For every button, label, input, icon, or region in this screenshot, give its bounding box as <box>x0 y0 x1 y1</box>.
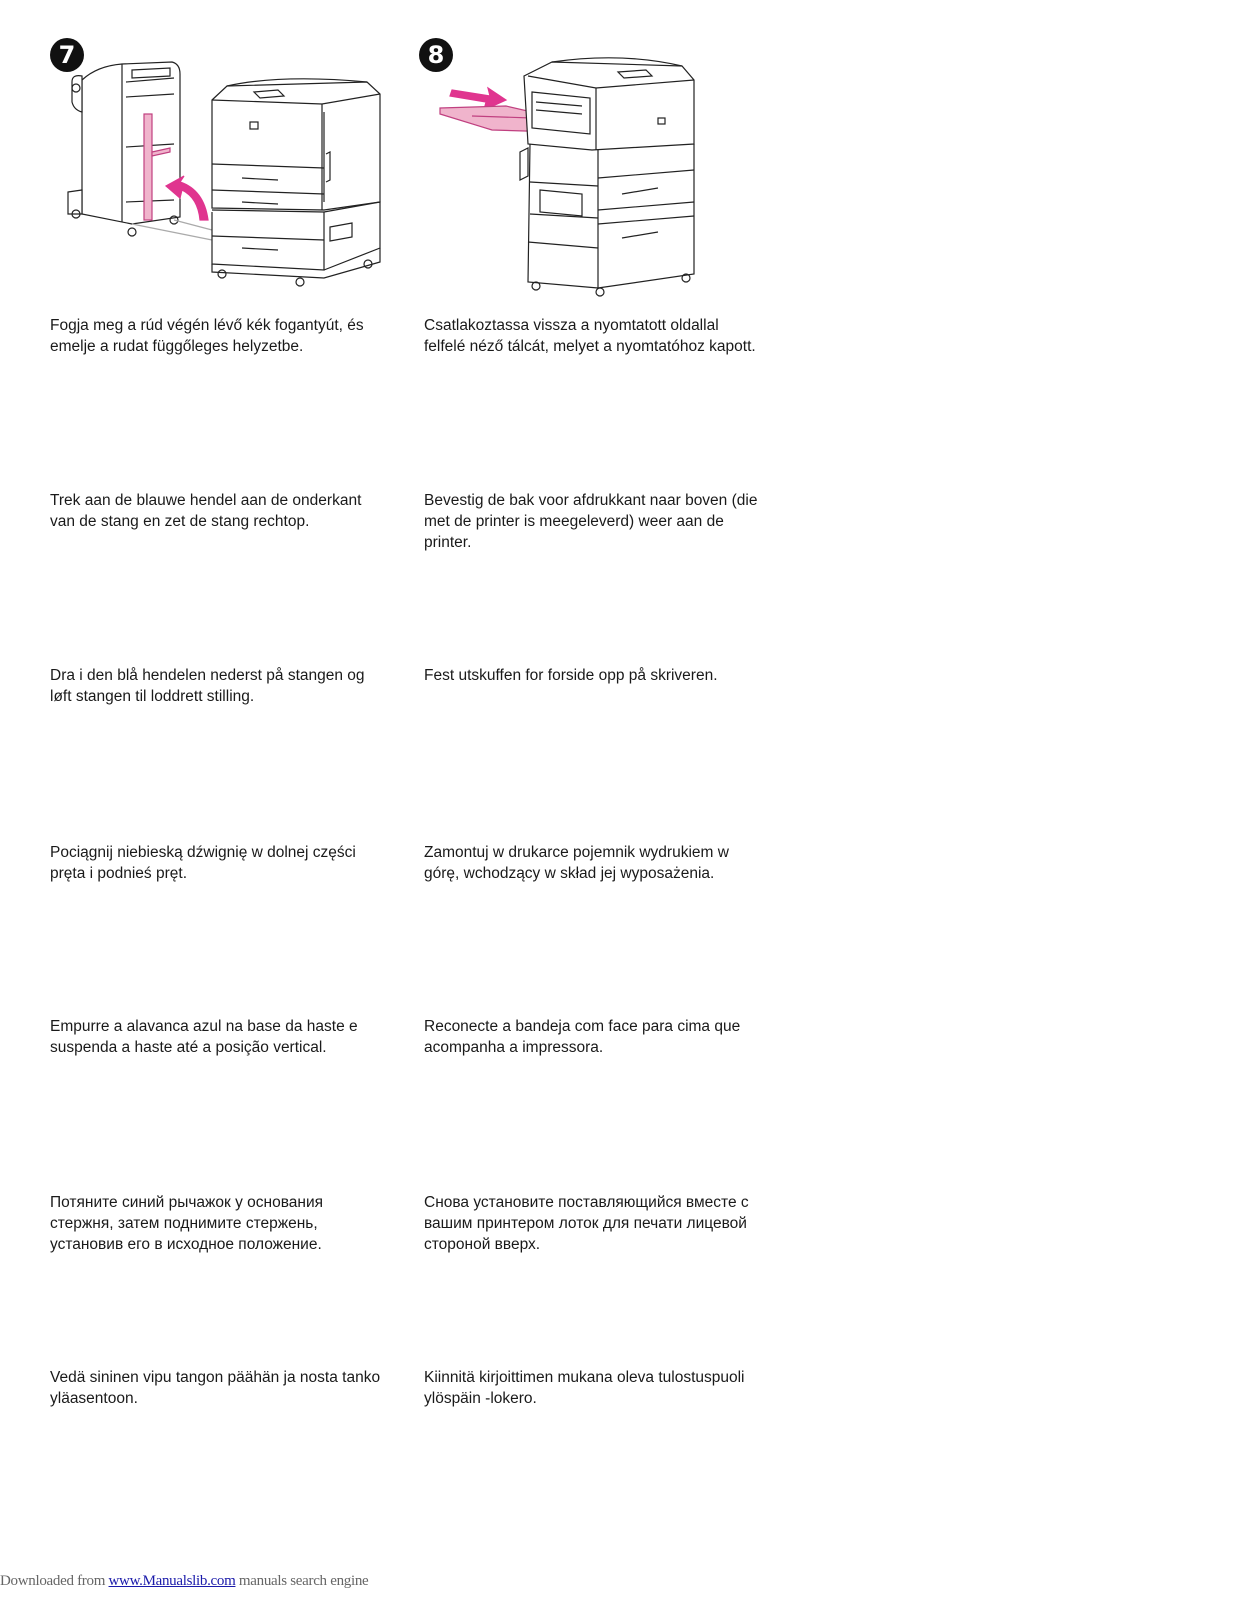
step-7-text-finnish: Vedä sininen vipu tangon päähän ja nosta tanko yläasentoon. <box>50 1369 381 1407</box>
step-8-illustration <box>432 52 702 300</box>
download-footer <box>0 1573 368 1595</box>
step-8-text-hungarian: Csatlakoztassa vissza a nyomtatott oldallal felfelé néző tálcát, melyet a nyomtatóhoz kapott. <box>424 317 756 355</box>
step-8-text-russian: Снова установите поставляющийся вместе с вашим принтером лоток для печати лицевой стороной вверх. <box>424 1194 749 1253</box>
step-8-text-finnish: Kiinnitä kirjoittimen mukana oleva tulostuspuoli ylöspäin -lokero. <box>424 1369 745 1407</box>
step-8-text-norwegian: Fest utskuffen for forside opp på skriveren. <box>424 667 718 684</box>
step-7-text-dutch: Trek aan de blauwe hendel aan de onderkant van de stang en zet de stang rechtop. <box>50 492 362 530</box>
printer-drawing <box>520 58 694 296</box>
step-7-text-hungarian: Fogja meg a rúd végén lévő kék fogantyút, és emelje a rudat függőleges helyzetbe. <box>50 317 364 355</box>
step-8-text-portuguese: Reconecte a bandeja com face para cima que acompanha a impressora. <box>424 1018 741 1056</box>
footer-prefix: Downloaded from <box>0 1573 109 1589</box>
printer-drawing <box>212 79 380 286</box>
step-7-text-norwegian: Dra i den blå hendelen nederst på stangen og løft stangen til loddrett stilling. <box>50 667 365 705</box>
step-7-text-polish: Pociągnij niebieską dźwignię w dolnej części pręta i podnieś pręt. <box>50 844 356 882</box>
step-7-text-russian: Потяните синий рычажок у основания стержня, затем поднимите стержень, установив его в исходное положение. <box>50 1194 324 1253</box>
footer-suffix: manuals search engine <box>235 1573 369 1589</box>
step-7-badge: 7 <box>50 38 84 72</box>
manualslib-link[interactable]: www.Manualslib.com <box>108 1573 236 1589</box>
step-8-text-dutch: Bevestig de bak voor afdrukkant naar boven (die met de printer is meegeleverd) weer aan de printer. <box>424 492 758 551</box>
step-8-badge: 8 <box>419 38 453 72</box>
step-8-text-polish: Zamontuj w drukarce pojemnik wydrukiem w górę, wchodzący w skład jej wyposażenia. <box>424 844 729 882</box>
finisher-unit-drawing <box>68 62 212 240</box>
step-7-text-portuguese: Empurre a alavanca azul na base da haste e suspenda a haste até a posição vertical. <box>50 1018 358 1056</box>
step-7-illustration <box>62 52 392 307</box>
